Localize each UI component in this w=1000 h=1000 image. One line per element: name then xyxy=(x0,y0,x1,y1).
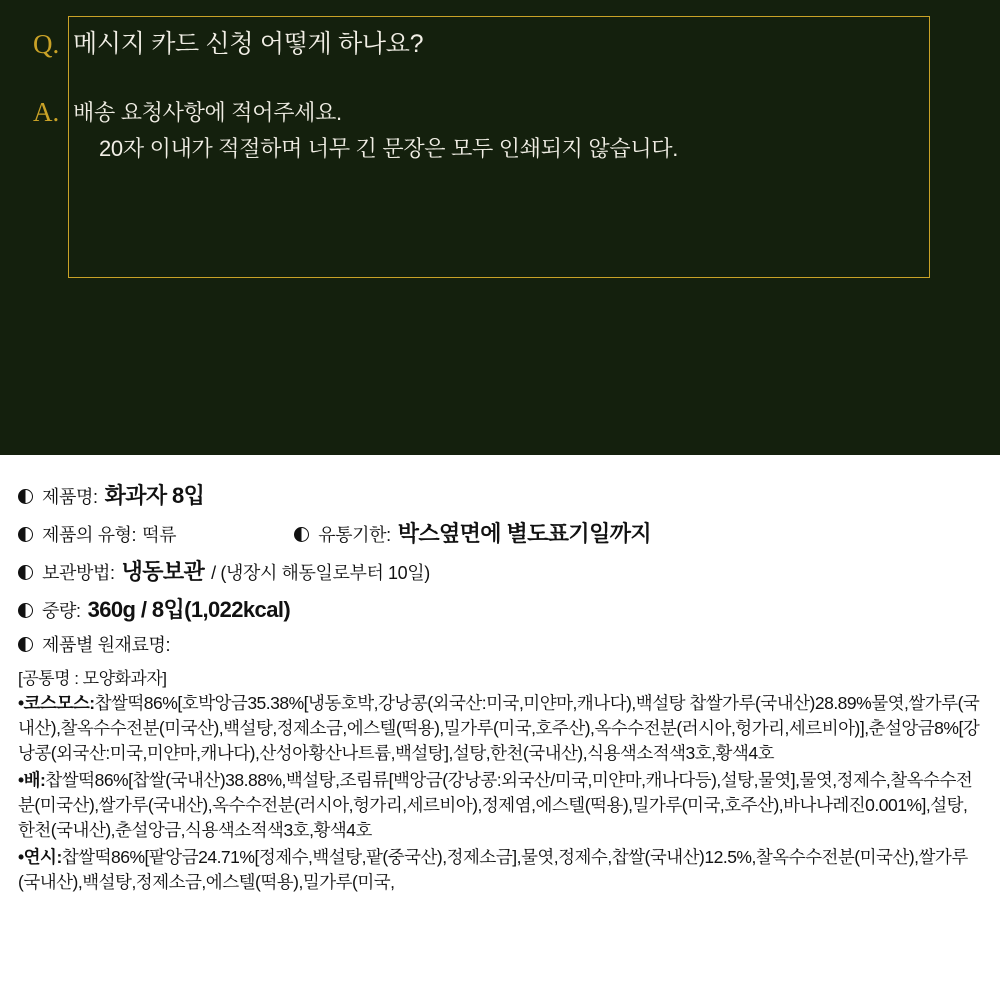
storage-row xyxy=(18,555,982,586)
common-name-text: [공통명 : 모양화과자] xyxy=(18,669,167,688)
half-circle-icon xyxy=(294,527,309,542)
half-circle-icon xyxy=(18,603,33,618)
product-type-row xyxy=(18,517,982,548)
ingredient-name: 배: xyxy=(23,770,46,790)
list-dot: • xyxy=(18,693,24,713)
expiry-value: 박스옆면에 별도표기일까지 xyxy=(397,521,652,546)
list-dot: • xyxy=(18,770,24,790)
ingredient-item xyxy=(18,768,982,843)
answer-line-1: 배송 요청사항에 적어주세요. xyxy=(73,100,342,125)
answer-marker: A. xyxy=(33,97,60,127)
question-marker: Q. xyxy=(33,29,60,59)
ingredients-row xyxy=(18,631,982,657)
weight-row xyxy=(18,593,982,624)
product-type-value: 떡류 xyxy=(142,525,177,545)
storage-label: 보관방법: xyxy=(42,563,115,583)
storage-value: 냉동보관 xyxy=(121,559,205,584)
weight-label: 중량: xyxy=(42,601,81,621)
product-name-label: 제품명: xyxy=(42,487,98,507)
storage-extra: / (냉장시 해동일로부터 10일) xyxy=(211,563,430,583)
half-circle-icon xyxy=(18,489,33,504)
answer-text-block xyxy=(73,95,678,167)
ingredient-text: 찹쌀떡86%[팥앙금24.71%[정제수,백설탕,팥(중국산),정제소금],물엿,정제수,찹쌀(국내산)12.5%,찰옥수수전분(미국산),쌀가루(국내산),백설탕,정제소금,에스텔(떡용),밀가루(미국, xyxy=(18,847,968,892)
product-label-section xyxy=(0,455,1000,1000)
ingredient-text: 찹쌀떡86%[찹쌀(국내산)38.88%,백설탕,조림류[백앙금(강낭콩:외국산/미국,미얀마,캐나다등),설탕,물엿],물엿,정제수,찰옥수수전분(미국산),쌀가루(국내산),옥수수전분(러시아,헝가리,세르비아),정제염,에스텔(떡용),밀가루(미국,호주산),바나나레진0.001%],설탕,한천(국내산),춘설앙금,식용색소적색3호,황색4호 xyxy=(18,770,973,840)
product-name-row xyxy=(18,479,982,510)
product-name-value: 화과자 8입 xyxy=(104,483,205,508)
ingredient-name: 연시: xyxy=(23,847,62,867)
expiry-label: 유통기한: xyxy=(318,525,391,545)
ingredient-name: 코스모스: xyxy=(23,693,95,713)
half-circle-icon xyxy=(18,637,33,652)
half-circle-icon xyxy=(18,565,33,580)
faq-section xyxy=(0,0,1000,455)
ingredient-item xyxy=(18,691,982,766)
ingredients-label: 제품별 원재료명: xyxy=(42,635,171,655)
faq-question-row xyxy=(33,27,423,61)
half-circle-icon xyxy=(18,527,33,542)
answer-line-2: 20자 이내가 적절하며 너무 긴 문장은 모두 인쇄되지 않습니다. xyxy=(99,136,679,161)
ingredient-item xyxy=(18,845,982,895)
ingredient-text: 찹쌀떡86%[호박앙금35.38%[냉동호박,강낭콩(외국산:미국,미얀마,캐나다),백설탕 찹쌀가루(국내산)28.89%물엿,쌀가루(국내산),찰옥수수전분(미국산),백설탕,정제소금,에스텔(떡용),밀가루(미국,호주산),옥수수전분(러시아,헝가리,세르비아)],춘설앙금8%[강낭콩(외국산:미국,미얀마,캐나다),산성아황산나트륨,백설탕],설탕,한천(국내산),식용색소적색3호,황색4호 xyxy=(18,693,980,763)
product-type-label: 제품의 유형: xyxy=(42,525,137,545)
question-text: 메시지 카드 신청 어떻게 하나요? xyxy=(73,30,424,58)
faq-answer-row xyxy=(33,95,678,167)
list-dot: • xyxy=(18,847,24,867)
weight-value: 360g / 8입(1,022kcal) xyxy=(87,597,291,622)
